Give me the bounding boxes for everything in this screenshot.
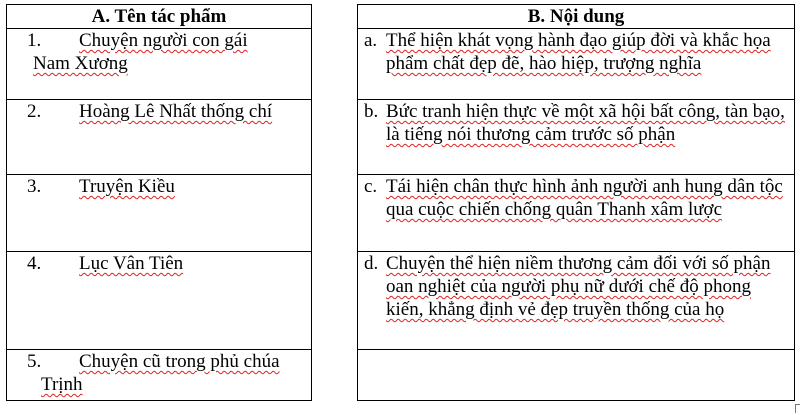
- row-letter: b.: [364, 101, 379, 122]
- row-number: 4.: [27, 253, 42, 274]
- row-number: 5.: [27, 351, 42, 372]
- table-row: [358, 29, 795, 100]
- table-row: [7, 350, 312, 401]
- table-row-empty: [358, 350, 795, 401]
- table-row: [7, 175, 312, 252]
- table-row: [7, 100, 312, 175]
- table-row: [358, 252, 795, 350]
- content-text: Bức tranh hiện thực về một xã hội bất công, tàn bạo, là tiếng nói thương cảm trước số phận: [386, 101, 785, 145]
- table-row: [7, 29, 312, 100]
- content-text: Tái hiện chân thực hình ảnh người anh hung dân tộc qua cuộc chiến chống quân Thanh xâm lược: [386, 176, 783, 220]
- page-corner-mark: [795, 404, 800, 413]
- work-title-line1: Chuyện cũ trong phủ chúa: [79, 351, 280, 372]
- row-letter: d.: [364, 253, 379, 274]
- work-title-line2: Trịnh: [41, 374, 83, 395]
- work-title-line1: Chuyện người con gái: [79, 30, 248, 51]
- table-works: [6, 4, 312, 401]
- table-row: [358, 100, 795, 175]
- table-row: [7, 252, 312, 350]
- content-text: Chuyện thể hiện niềm thương cảm đối với số phận oan nghiệt của người phụ nữ dưới chế độ phong kiến, khẳng định vẻ đẹp truyền thống của họ: [386, 253, 771, 320]
- row-number: 2.: [27, 101, 42, 122]
- work-title-line2: Nam Xương: [33, 53, 128, 74]
- row-number: 1.: [27, 30, 42, 51]
- table-content: [357, 4, 795, 401]
- table-a-header: A. Tên tác phẩm: [7, 5, 312, 29]
- work-title: Hoàng Lê Nhất thống chí: [79, 101, 273, 122]
- content-text: Thể hiện khát vọng hành đạo giúp đời và khắc họa phẩm chất đẹp đẽ, hào hiệp, trượng nghĩa: [386, 30, 771, 74]
- row-letter: a.: [364, 30, 378, 51]
- work-title: Lục Vân Tiên: [79, 253, 184, 274]
- row-number: 3.: [27, 176, 42, 197]
- table-row: [358, 175, 795, 252]
- row-letter: c.: [364, 176, 378, 197]
- work-title: Truyện Kiều: [79, 176, 175, 197]
- table-b-header: B. Nội dung: [358, 5, 795, 29]
